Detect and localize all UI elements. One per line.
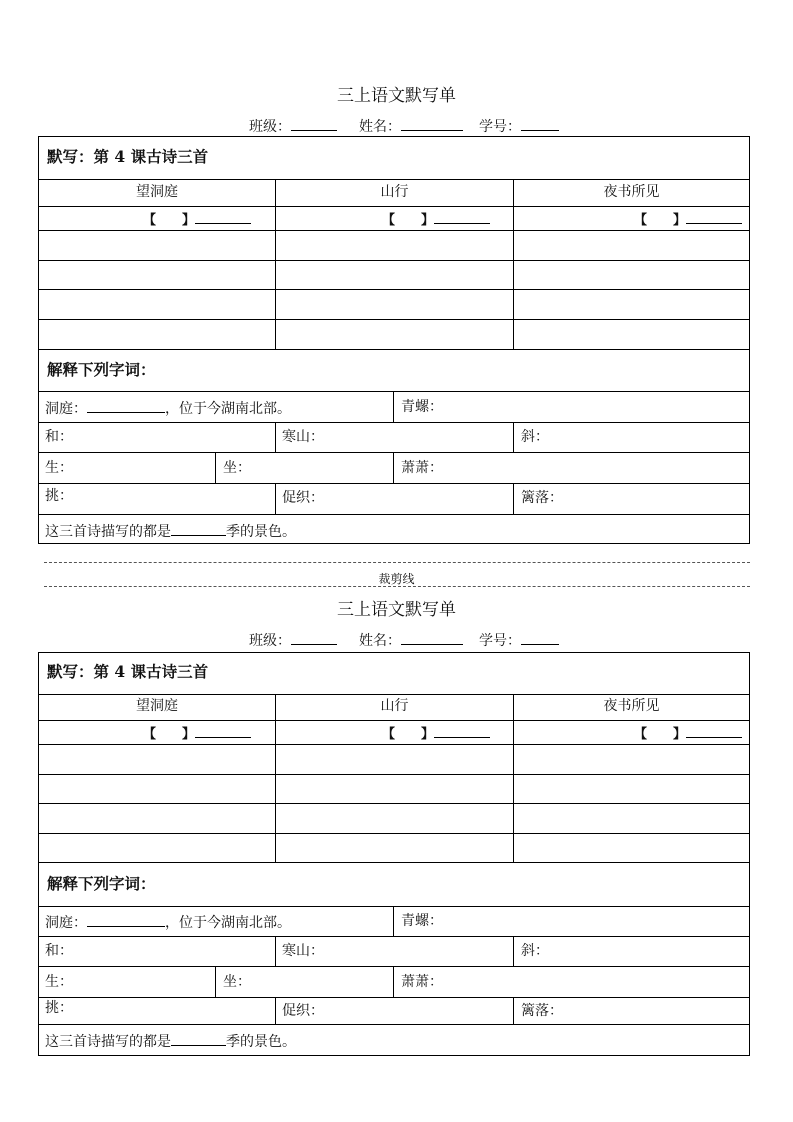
author-bracket: 【 】: [143, 213, 196, 228]
poem-title-yeshusuojian: 夜书所见: [603, 184, 660, 200]
season-question-text: 这三首诗描写的都是: [45, 524, 171, 540]
student-id-field[interactable]: [521, 630, 559, 645]
author-bracket: 【 】: [143, 727, 196, 742]
word-zuo: 坐：: [223, 460, 251, 476]
word-cuzhi: 促织：: [282, 1003, 324, 1019]
word-xie: 斜：: [521, 943, 549, 959]
word-xiaoxiao: 萧萧：: [401, 974, 443, 990]
word-he: 和：: [45, 943, 73, 959]
author-field-1[interactable]: [143, 723, 251, 744]
cut-line-label: 裁剪线: [378, 572, 415, 586]
word-liluo: 篱落：: [521, 1003, 563, 1019]
name-field[interactable]: [401, 630, 463, 645]
worksheet-title: 三上语文默写单: [337, 86, 456, 106]
student-info-line: [249, 116, 559, 137]
explain-title: 解释下列字词：: [47, 874, 156, 893]
season-blank[interactable]: [171, 521, 226, 536]
explain-title: 解释下列字词：: [47, 360, 156, 379]
name-label: 姓名：: [359, 119, 401, 135]
class-field[interactable]: [291, 630, 337, 645]
author-blank[interactable]: [686, 723, 742, 738]
class-field[interactable]: [291, 116, 337, 131]
word-xie: 斜：: [521, 429, 549, 445]
season-question-suffix: 季的景色。: [226, 524, 296, 540]
author-field-1[interactable]: [143, 209, 251, 230]
author-blank[interactable]: [434, 209, 490, 224]
author-bracket: 【 】: [634, 213, 687, 228]
author-field-2[interactable]: [382, 209, 490, 230]
poem-title-shanxing: 山行: [380, 698, 409, 714]
dictation-table: [38, 136, 750, 544]
answer-blank[interactable]: [87, 912, 165, 927]
word-hanshan: 寒山：: [282, 943, 324, 959]
word-qingluo: 青螺：: [401, 399, 443, 415]
poem-title-wangdongting: 望洞庭: [136, 184, 178, 200]
worksheet-title: 三上语文默写单: [337, 600, 456, 620]
word-tiao: 挑：: [45, 1000, 73, 1016]
poem-title-yeshusuojian: 夜书所见: [603, 698, 660, 714]
season-question: [45, 1031, 296, 1051]
word-dongting-label: 洞庭：: [45, 401, 87, 417]
author-field-3[interactable]: [634, 209, 742, 230]
word-dongting-note: ，位于今湖南北部。: [165, 401, 291, 417]
word-dongting-label: 洞庭：: [45, 915, 87, 931]
word-qingluo: 青螺：: [401, 913, 443, 929]
word-dongting-note: ，位于今湖南北部。: [165, 915, 291, 931]
class-label: 班级：: [249, 633, 291, 649]
poem-title-shanxing: 山行: [380, 184, 409, 200]
name-field[interactable]: [401, 116, 463, 131]
name-label: 姓名：: [359, 633, 401, 649]
author-field-3[interactable]: [634, 723, 742, 744]
author-bracket: 【 】: [382, 213, 435, 228]
word-liluo: 篱落：: [521, 490, 563, 506]
dictation-table: [38, 652, 750, 1056]
author-blank[interactable]: [686, 209, 742, 224]
author-blank[interactable]: [434, 723, 490, 738]
section-title: 默写：第 4 课古诗三首: [47, 147, 209, 166]
student-id-label: 学号：: [479, 633, 521, 649]
word-sheng: 生：: [45, 460, 73, 476]
word-zuo: 坐：: [223, 974, 251, 990]
student-id-label: 学号：: [479, 119, 521, 135]
author-blank[interactable]: [195, 723, 251, 738]
word-tiao: 挑：: [45, 488, 73, 504]
author-bracket: 【 】: [382, 727, 435, 742]
section-title: 默写：第 4 课古诗三首: [47, 662, 209, 681]
student-info-line: [249, 630, 559, 651]
worksheet-bottom: [0, 598, 793, 1078]
word-cuzhi: 促织：: [282, 490, 324, 506]
answer-blank[interactable]: [87, 398, 165, 413]
season-blank[interactable]: [171, 1031, 226, 1046]
word-sheng: 生：: [45, 974, 73, 990]
word-dongting: [45, 398, 291, 418]
season-question-suffix: 季的景色。: [226, 1034, 296, 1050]
author-bracket: 【 】: [634, 727, 687, 742]
worksheet-top: [0, 84, 793, 564]
season-question: [45, 521, 296, 541]
poem-title-wangdongting: 望洞庭: [136, 698, 178, 714]
author-blank[interactable]: [195, 209, 251, 224]
word-xiaoxiao: 萧萧：: [401, 460, 443, 476]
author-field-2[interactable]: [382, 723, 490, 744]
student-id-field[interactable]: [521, 116, 559, 131]
word-dongting: [45, 912, 291, 932]
word-he: 和：: [45, 429, 73, 445]
word-hanshan: 寒山：: [282, 429, 324, 445]
class-label: 班级：: [249, 119, 291, 135]
season-question-text: 这三首诗描写的都是: [45, 1034, 171, 1050]
cut-line-lower: [44, 586, 750, 587]
cut-line-upper: [44, 562, 750, 563]
